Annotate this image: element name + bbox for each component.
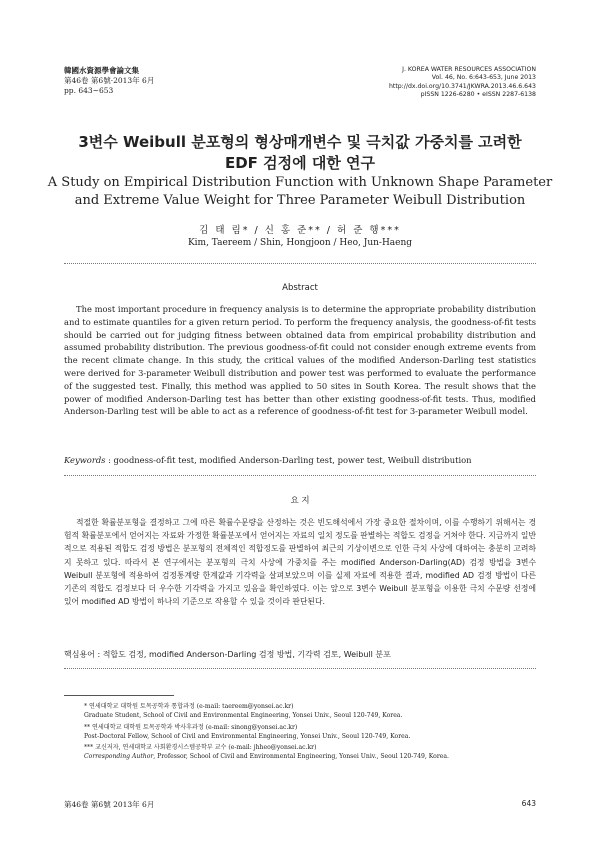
divider-mid bbox=[64, 475, 536, 476]
footnote-1-ko: * 연세대학교 대학원 토목공학과 통합과정 (e-mail: taereem@yonsei.ac.kr) bbox=[84, 703, 294, 710]
footer-volume: 第46卷 第6號 2013年 6月 bbox=[64, 800, 155, 809]
authors-korean: 김 태 림* / 신 홍 준** / 허 준 행*** bbox=[199, 225, 401, 236]
footnote-1 bbox=[64, 703, 544, 720]
footnote-rule bbox=[64, 695, 174, 696]
footnote-3 bbox=[64, 744, 544, 761]
page-range: pp. 643~653 bbox=[64, 86, 114, 95]
yoji-heading: 요 지 bbox=[290, 496, 310, 506]
title-en-line2: and Extreme Value Weight for Three Parameter Weibull Distribution bbox=[74, 193, 526, 208]
title-english bbox=[40, 174, 560, 210]
abstract-body: The most important procedure in frequency analysis is to determine the appropriate probability distribution and to estimate quantiles for a given return period. To perform the frequency analysis, the goodness-of-fit tests should be carried out for judging fitness between obtained data from empirical probability distribution and assumed probability distribution. The previous goodness-of-fit could not consider enough extreme events from the recent climate change. In this study, the critical values of the modified Anderson-Darling test statistics were derived for 3-parameter Weibull distribution and power test was performed to evaluate the performance of the suggested test. Finally, this method was applied to 50 sites in South Korea. The result shows that the power of modified Anderson-Darling test has better than other existing goodness-of-fit tests. Thus, modified Anderson-Darling test will be able to act as a reference of goodness-of-fit test for 3-parameter Weibull model. bbox=[64, 304, 536, 417]
footnote-3-ko: *** 교신저자, 연세대학교 사회환경시스템공학부 교수 (e-mail: jhheo@yonsei.ac.kr) bbox=[84, 744, 317, 751]
doi-link[interactable]: http://dx.doi.org/10.3741/JKWRA.2013.46.6.643 bbox=[388, 82, 536, 90]
title-en-line1: A Study on Empirical Distribution Function with Unknown Shape Parameter bbox=[47, 175, 553, 190]
journal-header-left bbox=[64, 66, 154, 96]
divider-top bbox=[64, 263, 536, 264]
authors-english: Kim, Taereem / Shin, Hongjoon / Heo, Jun-Haeng bbox=[187, 238, 413, 248]
keywords-ko-label: 핵심용어 bbox=[64, 650, 95, 659]
volume-ko: 第46卷 第6號·2013年 6月 bbox=[64, 76, 155, 85]
page-footer bbox=[64, 799, 536, 810]
keywords-ko-list: : 적합도 검정, modified Anderson-Darling 검정 방법, 기각력 검토, Weibull 분포 bbox=[94, 650, 391, 659]
journal-name-en: J. KOREA WATER RESOURCES ASSOCIATION bbox=[402, 66, 536, 73]
yoji-body: 적절한 확률분포형을 결정하고 그에 따른 확률수문량을 산정하는 것은 빈도해석에서 가장 중요한 절차이며, 이를 수행하기 위해서는 경험적 확률분포에서 얻어지는 자료와 가정한 확률분포에서 얻어지는 자료의 일치 정도를 판별하는 적합도 검정을 거쳐야 한다. 지금까지 일반적으로 적용된 적합도 검정 방법은 분포형의 전체적인 적합정도를 판별하여 최근의 기상이변으로 인한 극치 사상에 대하여는 충분히 고려하지 못하고 있다. 따라서 본 연구에서는 분포형의 극치 사상에 가중치를 주는 modified Anderson-Darling(AD) 검정 방법을 3변수 Weibull 분포형에 적용하여 검정통계량 한계값과 기각력을 살펴보았으며 이를 실제 자료에 적용한 결과, modified AD 검정 방법이 다른 기존의 적합도 검정보다 더 우수한 기각력을 가지고 있음을 확인하였다. 이는 앞으로 3변수 Weibull 분포형을 이용한 극치 수문량 선정에 있어 modified AD 방법이 하나의 기준으로 작용할 수 있을 것이라 판단된다. bbox=[64, 518, 536, 607]
keywords-en bbox=[64, 455, 536, 465]
footnote-1-en: Graduate Student, School of Civil and Environmental Engineering, Yonsei Univ., Seoul 120-749, Korea. bbox=[84, 711, 403, 719]
volume-en: Vol. 46, No. 6:643-653, June 2013 bbox=[431, 74, 536, 82]
abstract-heading: Abstract bbox=[282, 283, 318, 293]
title-ko-line1: 3변수 Weibull 분포형의 형상매개변수 및 극치값 가중치를 고려한 bbox=[78, 133, 522, 151]
keywords-list: : goodness-of-fit test, modified Anderson-Darling test, power test, Weibull distribution bbox=[105, 455, 472, 465]
title-korean bbox=[40, 132, 560, 174]
divider-bottom bbox=[64, 668, 536, 669]
title-ko-line2: EDF 검정에 대한 연구 bbox=[224, 154, 376, 172]
journal-name-ko: 韓國水資源學會論文集 bbox=[64, 66, 139, 75]
issn: pISSN 1226-6280 • eISSN 2287-6138 bbox=[420, 91, 536, 99]
footnote-2-ko: ** 연세대학교 대학원 토목공학과 박사후과정 (e-mail: sinong@yonsei.ac.kr) bbox=[84, 724, 298, 731]
footnote-3-en-text: , Professor, School of Civil and Environmental Engineering, Yonsei Univ., Seoul 120-749, Korea. bbox=[153, 752, 449, 760]
footnote-3-en bbox=[64, 753, 544, 762]
page-number: 643 bbox=[521, 799, 536, 808]
keywords-ko bbox=[64, 649, 536, 660]
footnote-2-en: Post-Doctoral Fellow, School of Civil and Environmental Engineering, Yonsei Univ., Seoul 120-749, Korea. bbox=[84, 732, 411, 740]
journal-header-right bbox=[389, 66, 536, 100]
footnote-2 bbox=[64, 724, 544, 741]
keywords-label: Keywords bbox=[64, 455, 106, 465]
corresponding-author-label: Corresponding Author bbox=[84, 752, 154, 760]
